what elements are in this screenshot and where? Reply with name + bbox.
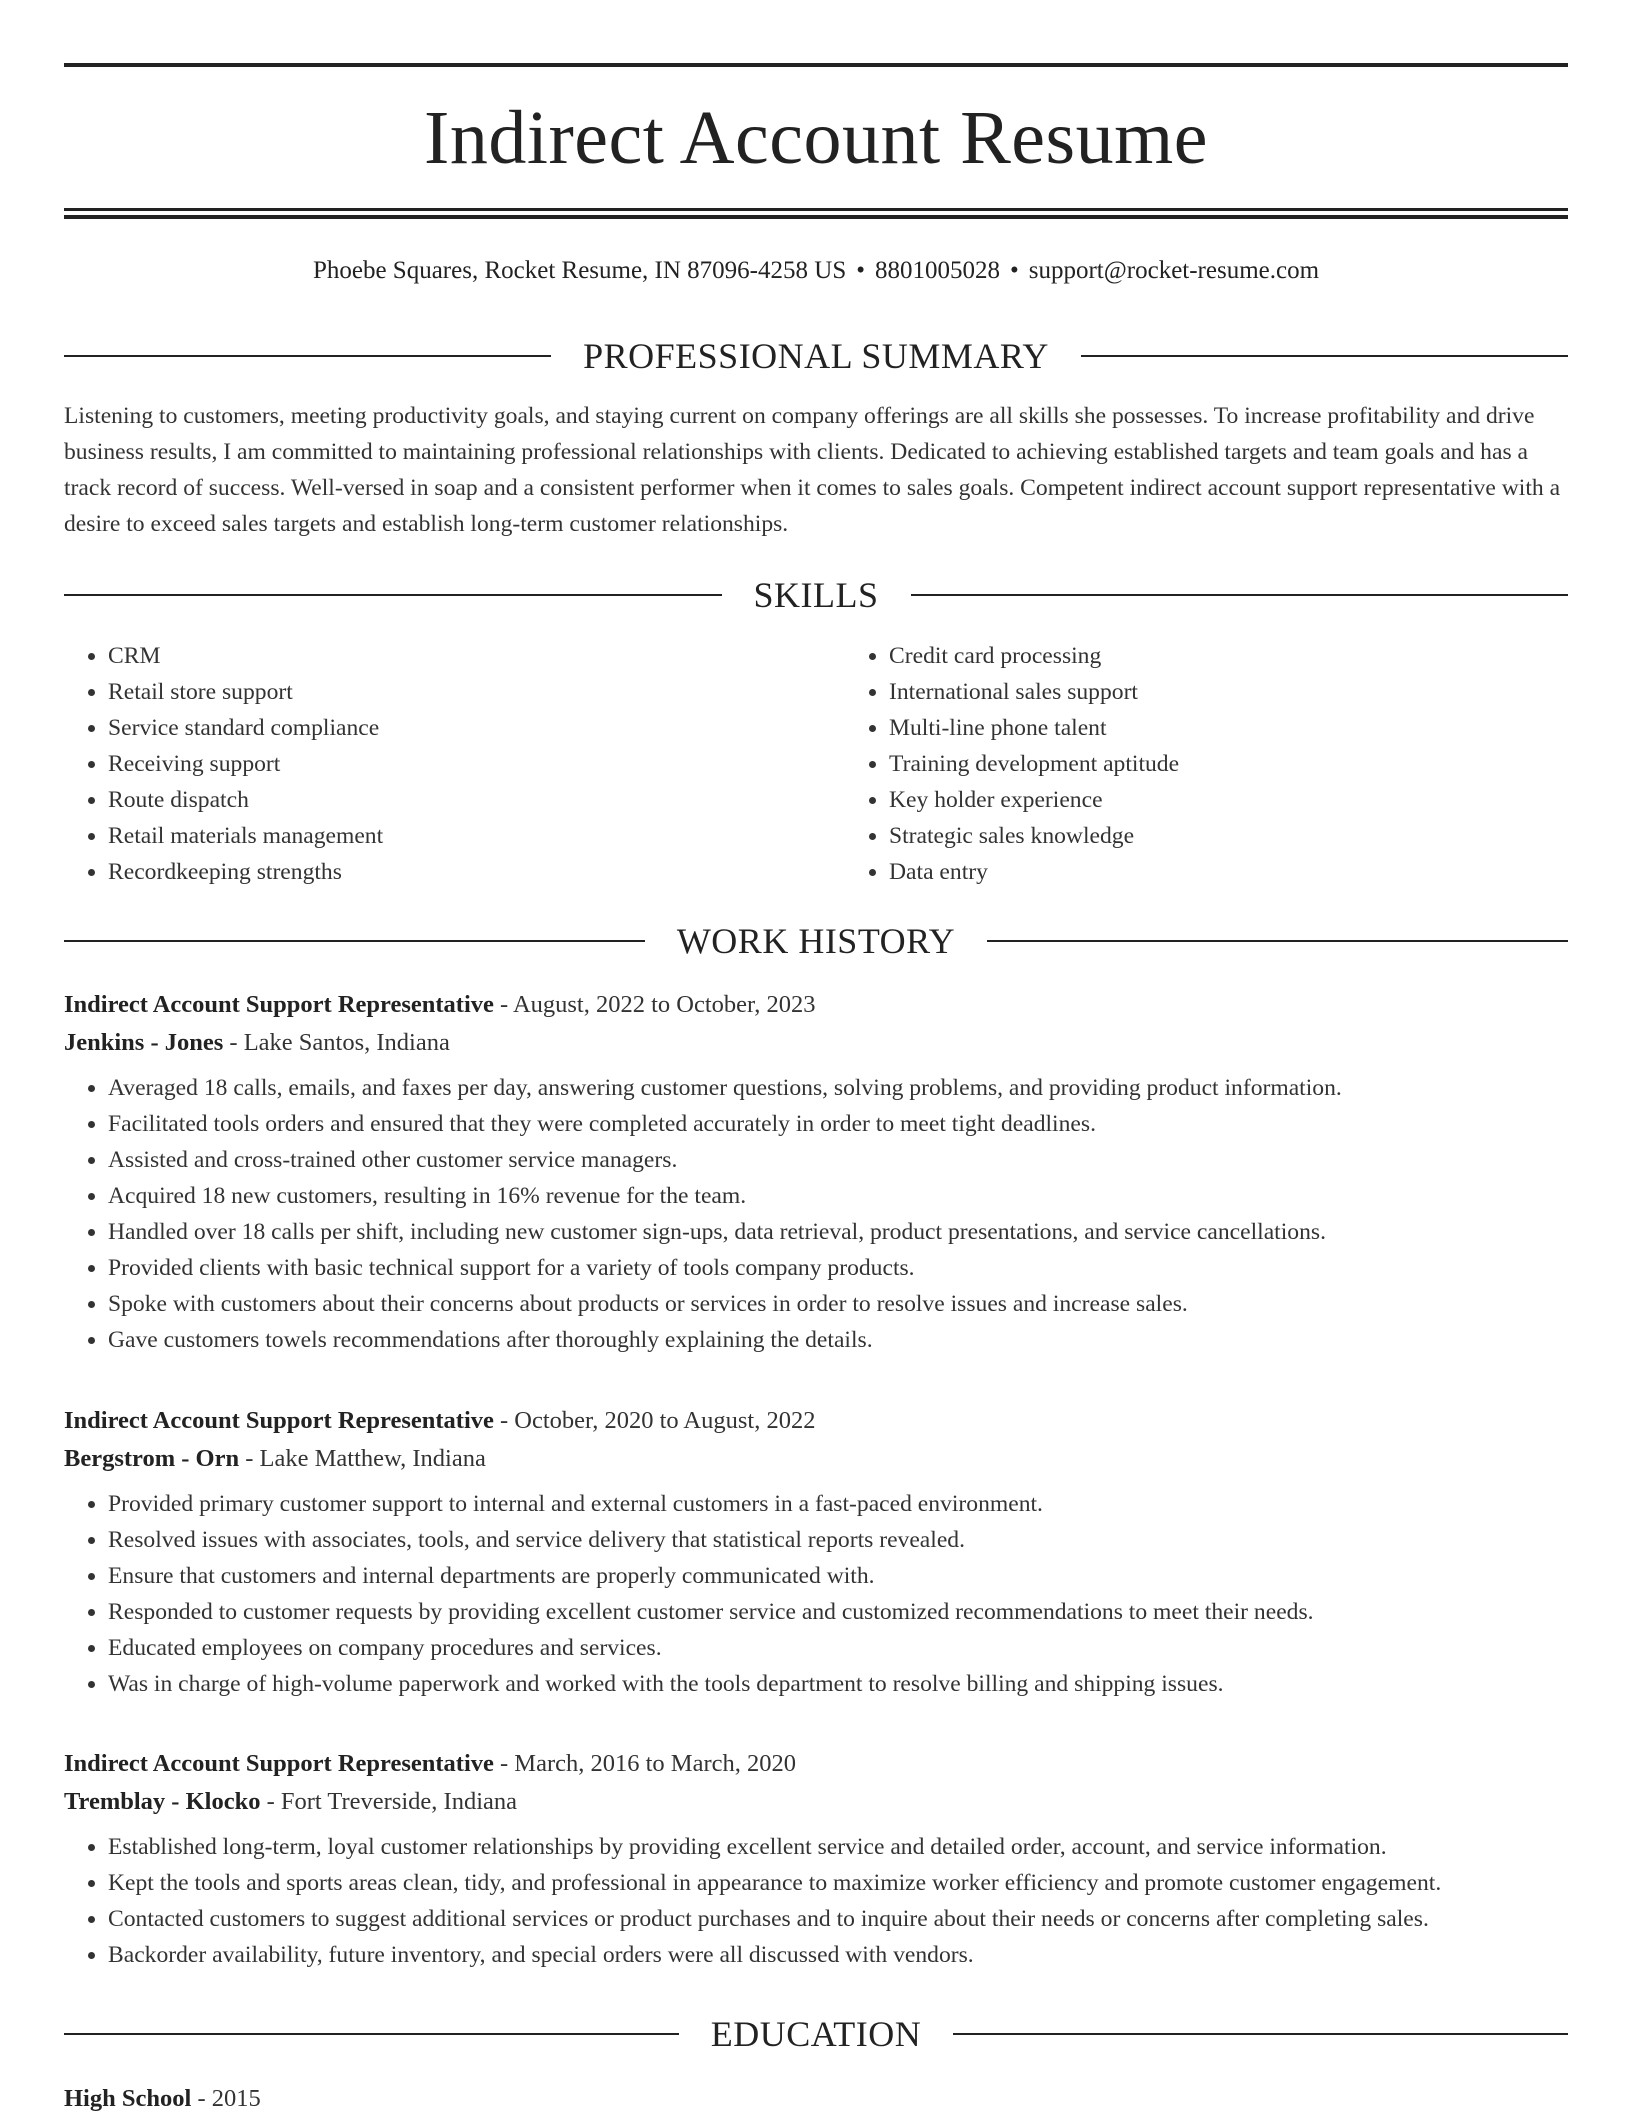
education-year: 2015 (211, 2085, 261, 2112)
job-company-line (64, 1440, 1568, 1478)
job-company-line (64, 1783, 1568, 1821)
skill-item: • Data entry (889, 854, 1568, 890)
job-dash: - (260, 1788, 281, 1815)
section-title: SKILLS (753, 575, 879, 615)
job-title-line (64, 986, 1568, 1024)
job-bullet: • Provided primary customer support to internal and external customers in a fast-paced environment. (108, 1486, 1568, 1522)
job-bullet: • Kept the tools and sports areas clean, tidy, and professional in appearance to maximize worker efficiency and promote customer engagement. (108, 1865, 1568, 1901)
job-dash: - (493, 1750, 515, 1777)
skill-item: • Recordkeeping strengths (108, 854, 787, 890)
section-header-work (64, 916, 1568, 966)
contact-separator: • (1009, 257, 1019, 284)
job-company: Bergstrom - Orn (64, 1445, 240, 1472)
job-bullet: • Contacted customers to suggest additional services or product purchases and to inquire about their needs or concerns after completing sales. (108, 1901, 1568, 1937)
title-rule-upper (64, 208, 1568, 211)
contact-email: support@rocket-resume.com (1028, 257, 1320, 284)
skill-item: • International sales support (889, 674, 1568, 710)
job-bullet: • Handled over 18 calls per shift, including new customer sign-ups, data retrieval, product presentations, and service cancellations. (108, 1214, 1568, 1250)
job-bullet: • Ensure that customers and internal departments are properly communicated with. (108, 1558, 1568, 1594)
job-location: Lake Matthew, Indiana (259, 1445, 486, 1472)
job-company: Jenkins - Jones (64, 1029, 224, 1056)
job-bullet: • Provided clients with basic technical support for a variety of tools company products. (108, 1250, 1568, 1286)
job-dash: - (239, 1445, 260, 1472)
contact-line (64, 254, 1568, 288)
job-title: Indirect Account Support Representative (64, 1750, 494, 1777)
job-location: Fort Treverside, Indiana (280, 1788, 517, 1815)
skills-list-left (64, 638, 787, 890)
contact-separator: • (856, 257, 865, 284)
job-bullet: • Acquired 18 new customers, resulting in 16% revenue for the team. (108, 1178, 1568, 1214)
skill-item: • Strategic sales knowledge (889, 818, 1568, 854)
job-dates: October, 2020 to August, 2022 (514, 1407, 816, 1434)
job-bullet: • Responded to customer requests by providing excellent customer service and customized recommendations to meet their needs. (108, 1594, 1568, 1630)
job-dash: - (493, 991, 513, 1018)
skill-item: • Multi-line phone talent (889, 710, 1568, 746)
section-rule (987, 940, 1568, 942)
job-dash: - (493, 1407, 515, 1434)
job-location: Lake Santos, Indiana (243, 1029, 450, 1056)
section-rule (953, 2033, 1568, 2035)
contact-address: Phoebe Squares, Rocket Resume, IN 87096-4258 US (312, 257, 847, 284)
section-rule (911, 594, 1569, 596)
skill-item: • Route dispatch (108, 782, 787, 818)
job-bullets (64, 1829, 1568, 1973)
job-title-line (64, 1402, 1568, 1440)
skills-columns (64, 638, 1568, 890)
education-degree: High School (64, 2085, 192, 2112)
job-title-line (64, 1745, 1568, 1783)
skill-item: • Key holder experience (889, 782, 1568, 818)
skill-item: • Retail materials management (108, 818, 787, 854)
section-rule (64, 940, 645, 942)
job-company: Tremblay - Klocko (64, 1788, 261, 1815)
skill-item: • Training development aptitude (889, 746, 1568, 782)
section-title: WORK HISTORY (676, 921, 956, 961)
contact-phone: 8801005028 (874, 257, 1000, 284)
section-rule (1081, 355, 1568, 357)
section-title: PROFESSIONAL SUMMARY (583, 336, 1049, 376)
job-bullets (64, 1070, 1568, 1358)
summary-paragraph: Listening to customers, meeting productivity goals, and staying current on company offerings are all skills she possesses. To increase profitability and drive business results, I am committed to maintaining professional relationships with clients. Dedicated to achieving established targets and team goals and has a track record of success. Well-versed in soap and a consistent performer when it comes to sales goals. Competent indirect account support representative with a desire to exceed sales targets and establish long-term customer relationships. (64, 403, 1561, 537)
job-entry (64, 1745, 1568, 1973)
job-bullet: • Spoke with customers about their concerns about products or services in order to resolve issues and increase sales. (108, 1286, 1568, 1322)
skill-item: • Retail store support (108, 674, 787, 710)
job-bullet: • Backorder availability, future inventory, and special orders were all discussed with vendors. (108, 1937, 1568, 1973)
job-dates: March, 2016 to March, 2020 (514, 1750, 796, 1777)
job-bullet: • Resolved issues with associates, tools, and service delivery that statistical reports revealed. (108, 1522, 1568, 1558)
job-entry (64, 986, 1568, 1358)
job-bullet: • Assisted and cross-trained other customer service managers. (108, 1142, 1568, 1178)
top-rule (64, 63, 1568, 67)
title-rule-lower (64, 215, 1568, 219)
job-title: Indirect Account Support Representative (64, 991, 494, 1018)
section-header-summary (64, 331, 1568, 381)
job-bullets (64, 1486, 1568, 1702)
job-title: Indirect Account Support Representative (64, 1407, 494, 1434)
education-entry (64, 2080, 1568, 2118)
job-bullet: • Established long-term, loyal customer relationships by providing excellent service and detailed order, account, and service information. (108, 1829, 1568, 1865)
skills-list-right (787, 638, 1568, 890)
resume-title: Indirect Account Resume (424, 96, 1208, 180)
section-header-skills (64, 570, 1568, 620)
job-dates: August, 2022 to October, 2023 (512, 991, 816, 1018)
section-rule (64, 355, 551, 357)
job-dash: - (223, 1029, 244, 1056)
job-company-line (64, 1024, 1568, 1062)
skill-item: • CRM (108, 638, 787, 674)
section-header-education (64, 2009, 1568, 2059)
section-title: EDUCATION (710, 2014, 922, 2054)
education-dash: - (191, 2085, 212, 2112)
section-rule (64, 594, 722, 596)
section-rule (64, 2033, 679, 2035)
job-entry (64, 1402, 1568, 1702)
job-bullet: • Educated employees on company procedures and services. (108, 1630, 1568, 1666)
skill-item: • Service standard compliance (108, 710, 787, 746)
job-bullet: • Was in charge of high-volume paperwork and worked with the tools department to resolve billing and shipping issues. (108, 1666, 1568, 1702)
job-bullet: • Averaged 18 calls, emails, and faxes per day, answering customer questions, solving problems, and providing product information. (108, 1070, 1568, 1106)
job-bullet: • Gave customers towels recommendations after thoroughly explaining the details. (108, 1322, 1568, 1358)
skill-item: • Credit card processing (889, 638, 1568, 674)
job-bullet: • Facilitated tools orders and ensured that they were completed accurately in order to meet tight deadlines. (108, 1106, 1568, 1142)
skill-item: • Receiving support (108, 746, 787, 782)
